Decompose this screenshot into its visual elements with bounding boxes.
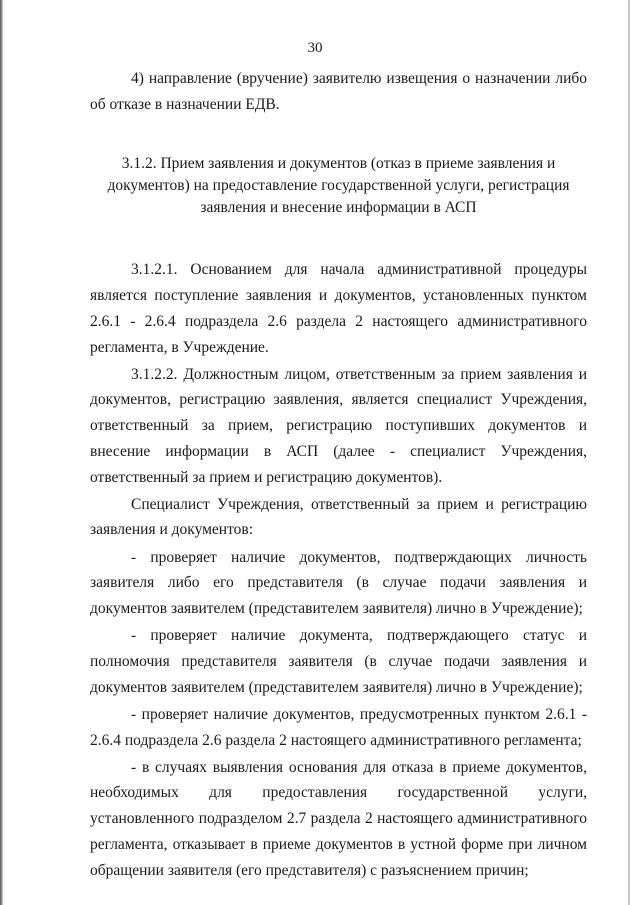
list-item-documents-check: - проверяет наличие документов, предусмотренных пунктом 2.6.1 - 2.6.4 подраздела 2.6 раздела 2 настоящего административного регламента;	[90, 705, 587, 749]
scan-edge-left	[0, 0, 3, 905]
page-number: 30	[307, 40, 323, 56]
list-item-identity-check: - проверяет наличие документов, подтверждающих личность заявителя либо его представителя (в случае подачи заявления и документов заявителем (представителем заявителя) лично в Учреждение);	[90, 548, 587, 618]
document-body	[90, 66, 587, 885]
paragraph-item-4: 4) направление (вручение) заявителю извещения о назначении либо об отказе в назначении ЕДВ.	[90, 70, 587, 113]
paragraph-3-1-2-2: 3.1.2.2. Должностным лицом, ответственным за прием заявления и документов, регистрацию заявления, является специалист Учреждения, ответственный за прием, регистрацию поступивших документов и внесение информации в АСП (далее - специалист Учреждения, ответственный за прием и регистрацию документов).	[90, 365, 587, 486]
paragraph-3-1-2-1: 3.1.2.1. Основанием для начала административной процедуры является поступление заявления и документов, установленных пунктом 2.6.1 - 2.6.4 подраздела 2.6 раздела 2 настоящего административного регламента, в Учреждение.	[90, 261, 587, 356]
section-heading: 3.1.2. Прием заявления и документов (отказ в приеме заявления и документов) на предоставление государственной услуги, регистрация заявления и внесение информации в АСП	[107, 155, 570, 217]
list-item-status-check: - проверяет наличие документа, подтверждающего статус и полномочия представителя заявителя (в случае подачи заявления и документов заявителем (представителем заявителя) лично в Учреждение);	[90, 627, 587, 696]
paragraph-specialist-intro: Специалист Учреждения, ответственный за прием и регистрацию заявления и документов:	[90, 495, 587, 539]
list-item-refusal: - в случаях выявления основания для отказа в приеме документов, необходимых для предоставления государственной услуги, установленного подразделом 2.7 раздела 2 настоящего административного регламента, отказывает в приеме документов в устной форме при личном обращении заявителя (его представителя) с разъяснением причин;	[90, 758, 587, 879]
